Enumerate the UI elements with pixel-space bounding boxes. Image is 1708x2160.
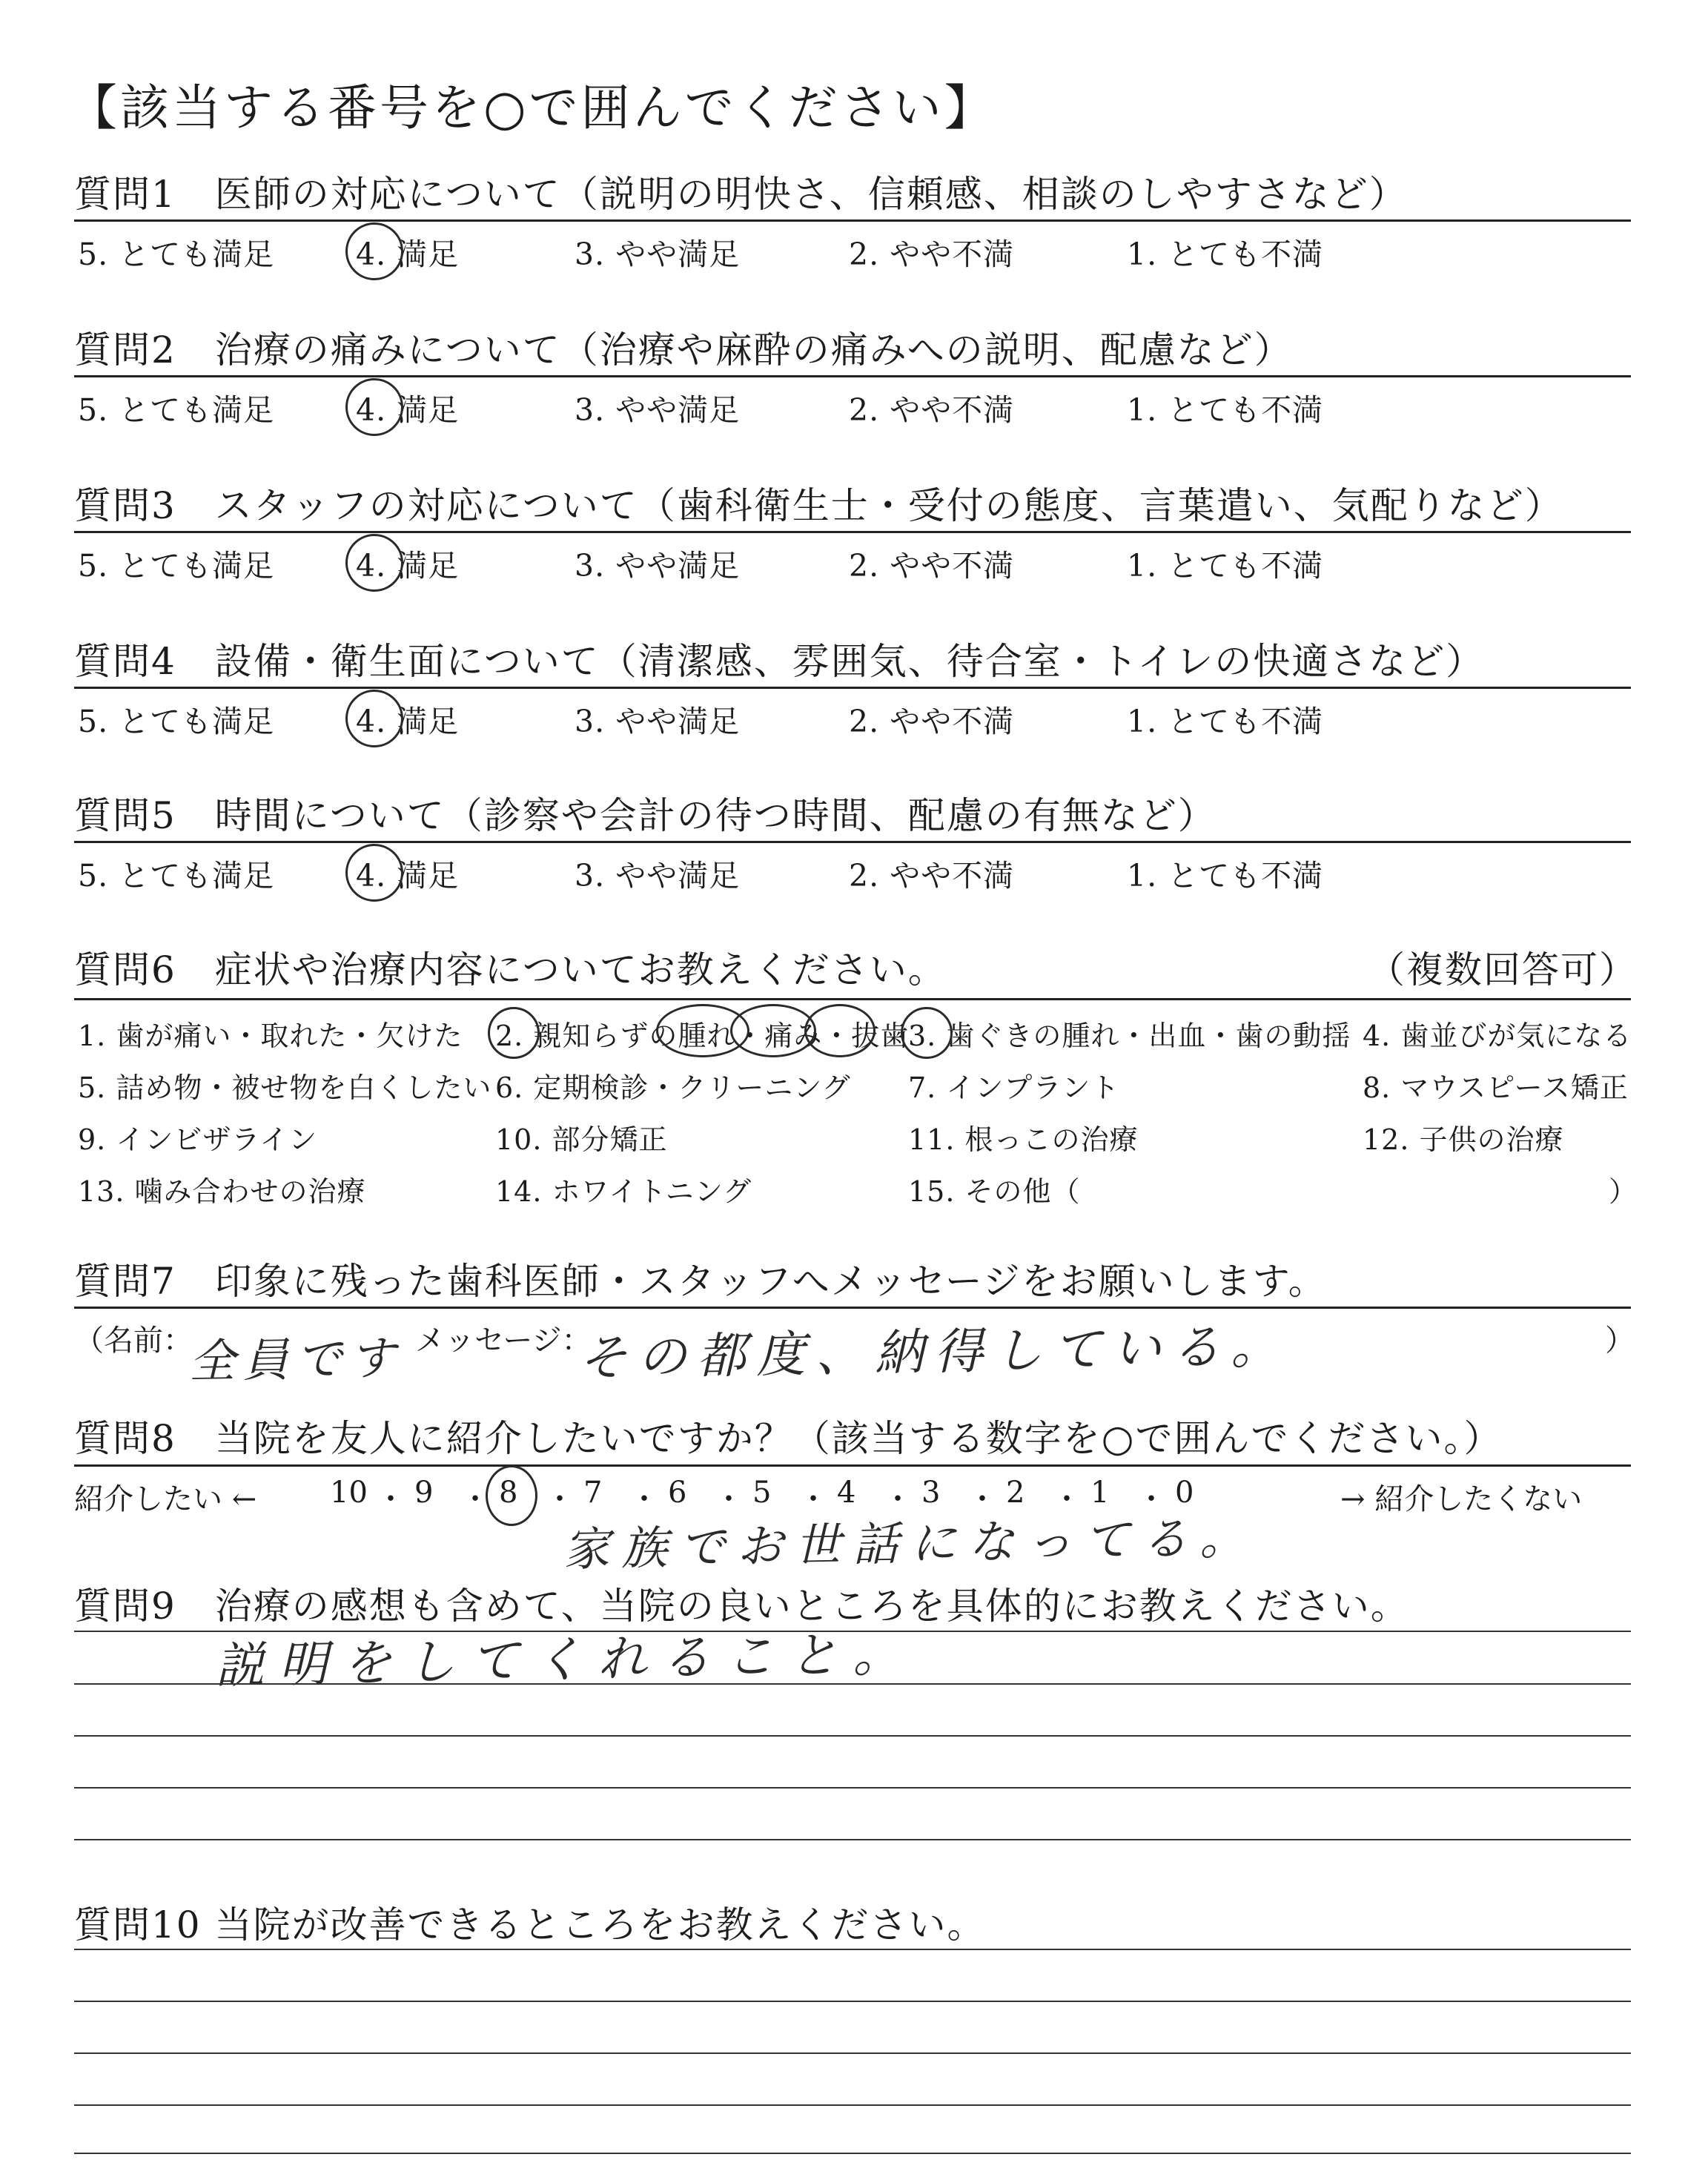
q10-heading: 質問10 当院が改善できるところをお教えください。	[74, 1903, 986, 1946]
q6-option-2[interactable]: 2. 親知らずの腫れ・痛み・抜歯	[495, 1020, 910, 1052]
q7-message-label: メッセージ：	[415, 1324, 592, 1358]
q6-option-3[interactable]: 3. 歯ぐきの腫れ・出血・歯の動揺	[908, 1020, 1351, 1052]
q7-name-label: （名前：	[74, 1324, 193, 1358]
q3-option-3[interactable]: 3. やや満足	[575, 548, 741, 584]
q9-heading: 質問9 治療の感想も含めて、当院の良いところを具体的にお教えください。	[74, 1585, 1409, 1628]
q8-left-label: 紹介したい ←	[74, 1482, 257, 1516]
scale-dot: ・	[798, 1482, 828, 1516]
scale-value-10[interactable]: 10	[330, 1476, 368, 1510]
q1-option-3[interactable]: 3. やや満足	[575, 237, 741, 272]
q4-selection-circle	[345, 690, 403, 747]
q5-option-3[interactable]: 3. やや満足	[575, 858, 741, 894]
q5-rule	[74, 841, 1631, 843]
q6-option-9[interactable]: 9. インビザライン	[78, 1123, 318, 1156]
q3-selection-circle	[345, 534, 403, 592]
q7-message-value[interactable]: その都度、納得している。	[577, 1317, 1291, 1387]
q6-subitem-circle-2	[730, 1004, 816, 1057]
q9-line-5	[74, 1839, 1631, 1840]
q1-option-4[interactable]: 4. 満足	[356, 237, 460, 272]
q7-heading: 質問7 印象に残った歯科医師・スタッフへメッセージをお願いします。	[74, 1260, 1327, 1303]
q6-option-8[interactable]: 8. マウスピース矯正	[1363, 1071, 1629, 1104]
scale-dot: ・	[545, 1482, 575, 1516]
q6-option-10[interactable]: 10. 部分矯正	[495, 1123, 668, 1156]
q6-selection-circle-2	[488, 1007, 540, 1059]
q6-rule	[74, 998, 1631, 1000]
q6-option-11[interactable]: 11. 根っこの治療	[908, 1123, 1139, 1156]
q4-heading: 質問4 設備・衛生面について（清潔感、雰囲気、待合室・トイレの快適さなど）	[74, 640, 1485, 683]
page-title: 【該当する番号を○で囲んでください】	[68, 79, 996, 136]
scale-value-2[interactable]: 2	[1006, 1476, 1025, 1510]
q10-line-1	[74, 1949, 1631, 1950]
q1-rule	[74, 219, 1631, 222]
scale-value-6[interactable]: 6	[668, 1476, 687, 1510]
q7-rule	[74, 1307, 1631, 1309]
q10-line-2	[74, 2001, 1631, 2002]
scale-value-4[interactable]: 4	[837, 1476, 856, 1510]
q5-option-4[interactable]: 4. 満足	[356, 858, 460, 894]
q3-option-4[interactable]: 4. 満足	[356, 548, 460, 584]
q7-name-value[interactable]: 全員です	[188, 1330, 403, 1389]
q6-heading: 質問6 症状や治療内容についてお教えください。	[74, 948, 947, 991]
scale-value-1[interactable]: 1	[1090, 1476, 1110, 1510]
scale-dot: ・	[460, 1482, 490, 1516]
q4-option-3[interactable]: 3. やや満足	[575, 704, 741, 739]
q9-line-2	[74, 1683, 1631, 1685]
q6-option-1[interactable]: 1. 歯が痛い・取れた・欠けた	[78, 1020, 463, 1052]
q6-option-5[interactable]: 5. 詰め物・被せ物を白くしたい	[78, 1071, 492, 1104]
q6-option-14[interactable]: 14. ホワイトニング	[495, 1175, 752, 1208]
q3-option-1[interactable]: 1. とても不満	[1127, 548, 1324, 584]
q6-option-6[interactable]: 6. 定期検診・クリーニング	[495, 1071, 851, 1104]
q6-option-13[interactable]: 13. 噛み合わせの治療	[78, 1175, 366, 1208]
scale-value-8[interactable]: 8	[499, 1476, 518, 1510]
q2-option-3[interactable]: 3. やや満足	[575, 392, 741, 428]
scale-value-5[interactable]: 5	[752, 1476, 772, 1510]
scale-value-9[interactable]: 9	[414, 1476, 434, 1510]
q6-option-7[interactable]: 7. インプラント	[908, 1071, 1120, 1104]
q7-close-paren: ）	[1605, 1324, 1635, 1358]
q2-option-1[interactable]: 1. とても不満	[1127, 392, 1324, 428]
q5-option-5[interactable]: 5. とても満足	[78, 858, 275, 894]
q1-option-2[interactable]: 2. やや不満	[849, 237, 1015, 272]
q2-rule	[74, 375, 1631, 377]
q2-heading: 質問2 治療の痛みについて（治療や麻酔の痛みへの説明、配慮など）	[74, 328, 1293, 371]
q8-rule	[74, 1464, 1631, 1467]
scale-dot: ・	[376, 1482, 406, 1516]
q10-line-5	[74, 2153, 1631, 2154]
q4-rule	[74, 687, 1631, 689]
q2-option-5[interactable]: 5. とても満足	[78, 392, 275, 428]
q6-option-12[interactable]: 12. 子供の治療	[1363, 1123, 1564, 1156]
q5-option-2[interactable]: 2. やや不満	[849, 858, 1015, 894]
q3-heading: 質問3 スタッフの対応について（歯科衛生士・受付の態度、言葉遣い、気配りなど）	[74, 484, 1563, 527]
q8-right-label: → 紹介したくない	[1340, 1482, 1583, 1516]
scale-value-0[interactable]: 0	[1175, 1476, 1194, 1510]
q2-option-2[interactable]: 2. やや不満	[849, 392, 1015, 428]
q6-option-15[interactable]: 15. その他（	[908, 1175, 1081, 1208]
q6-note: （複数回答可）	[1368, 948, 1638, 991]
q2-selection-circle	[345, 378, 403, 436]
q6-subitem-circle-3	[804, 1004, 875, 1057]
q5-option-1[interactable]: 1. とても不満	[1127, 858, 1324, 894]
scale-value-3[interactable]: 3	[921, 1476, 941, 1510]
q2-option-4[interactable]: 4. 満足	[356, 392, 460, 428]
q5-heading: 質問5 時間について（診察や会計の待つ時間、配慮の有無など）	[74, 794, 1217, 837]
q6-option-4[interactable]: 4. 歯並びが気になる	[1363, 1020, 1632, 1052]
q6-selection-circle-3	[901, 1007, 953, 1059]
q10-line-4	[74, 2104, 1631, 2106]
q6-option-16: ）	[1609, 1175, 1638, 1208]
scale-dot: ・	[629, 1482, 659, 1516]
q9-line-4	[74, 1787, 1631, 1789]
scale-value-7[interactable]: 7	[583, 1476, 603, 1510]
q8-handwritten-note[interactable]: 家族でお世話になってる。	[563, 1510, 1258, 1577]
scale-dot: ・	[1052, 1482, 1082, 1516]
q4-option-1[interactable]: 1. とても不満	[1127, 704, 1324, 739]
q3-option-5[interactable]: 5. とても満足	[78, 548, 275, 584]
scale-dot: ・	[883, 1482, 913, 1516]
q4-option-5[interactable]: 5. とても満足	[78, 704, 275, 739]
q8-heading: 質問8 当院を友人に紹介したいですか？（該当する数字を○で囲んでください。）	[74, 1417, 1503, 1460]
q1-heading: 質問1 医師の対応について（説明の明快さ、信頼感、相談のしやすさなど）	[74, 173, 1408, 216]
q9-handwritten-answer[interactable]: 説明をしてくれること。	[214, 1625, 917, 1695]
q4-option-2[interactable]: 2. やや不満	[849, 704, 1015, 739]
q8-selection-circle	[486, 1465, 537, 1526]
scale-dot: ・	[967, 1482, 997, 1516]
scale-dot: ・	[1136, 1482, 1166, 1516]
q1-option-1[interactable]: 1. とても不満	[1127, 237, 1324, 272]
q3-option-2[interactable]: 2. やや不満	[849, 548, 1015, 584]
q1-selection-circle	[345, 222, 403, 280]
q5-selection-circle	[345, 844, 403, 902]
q4-option-4[interactable]: 4. 満足	[356, 704, 460, 739]
q9-line-3	[74, 1735, 1631, 1737]
q3-rule	[74, 531, 1631, 533]
scale-dot: ・	[714, 1482, 744, 1516]
q1-option-5[interactable]: 5. とても満足	[78, 237, 275, 272]
q10-line-3	[74, 2052, 1631, 2054]
